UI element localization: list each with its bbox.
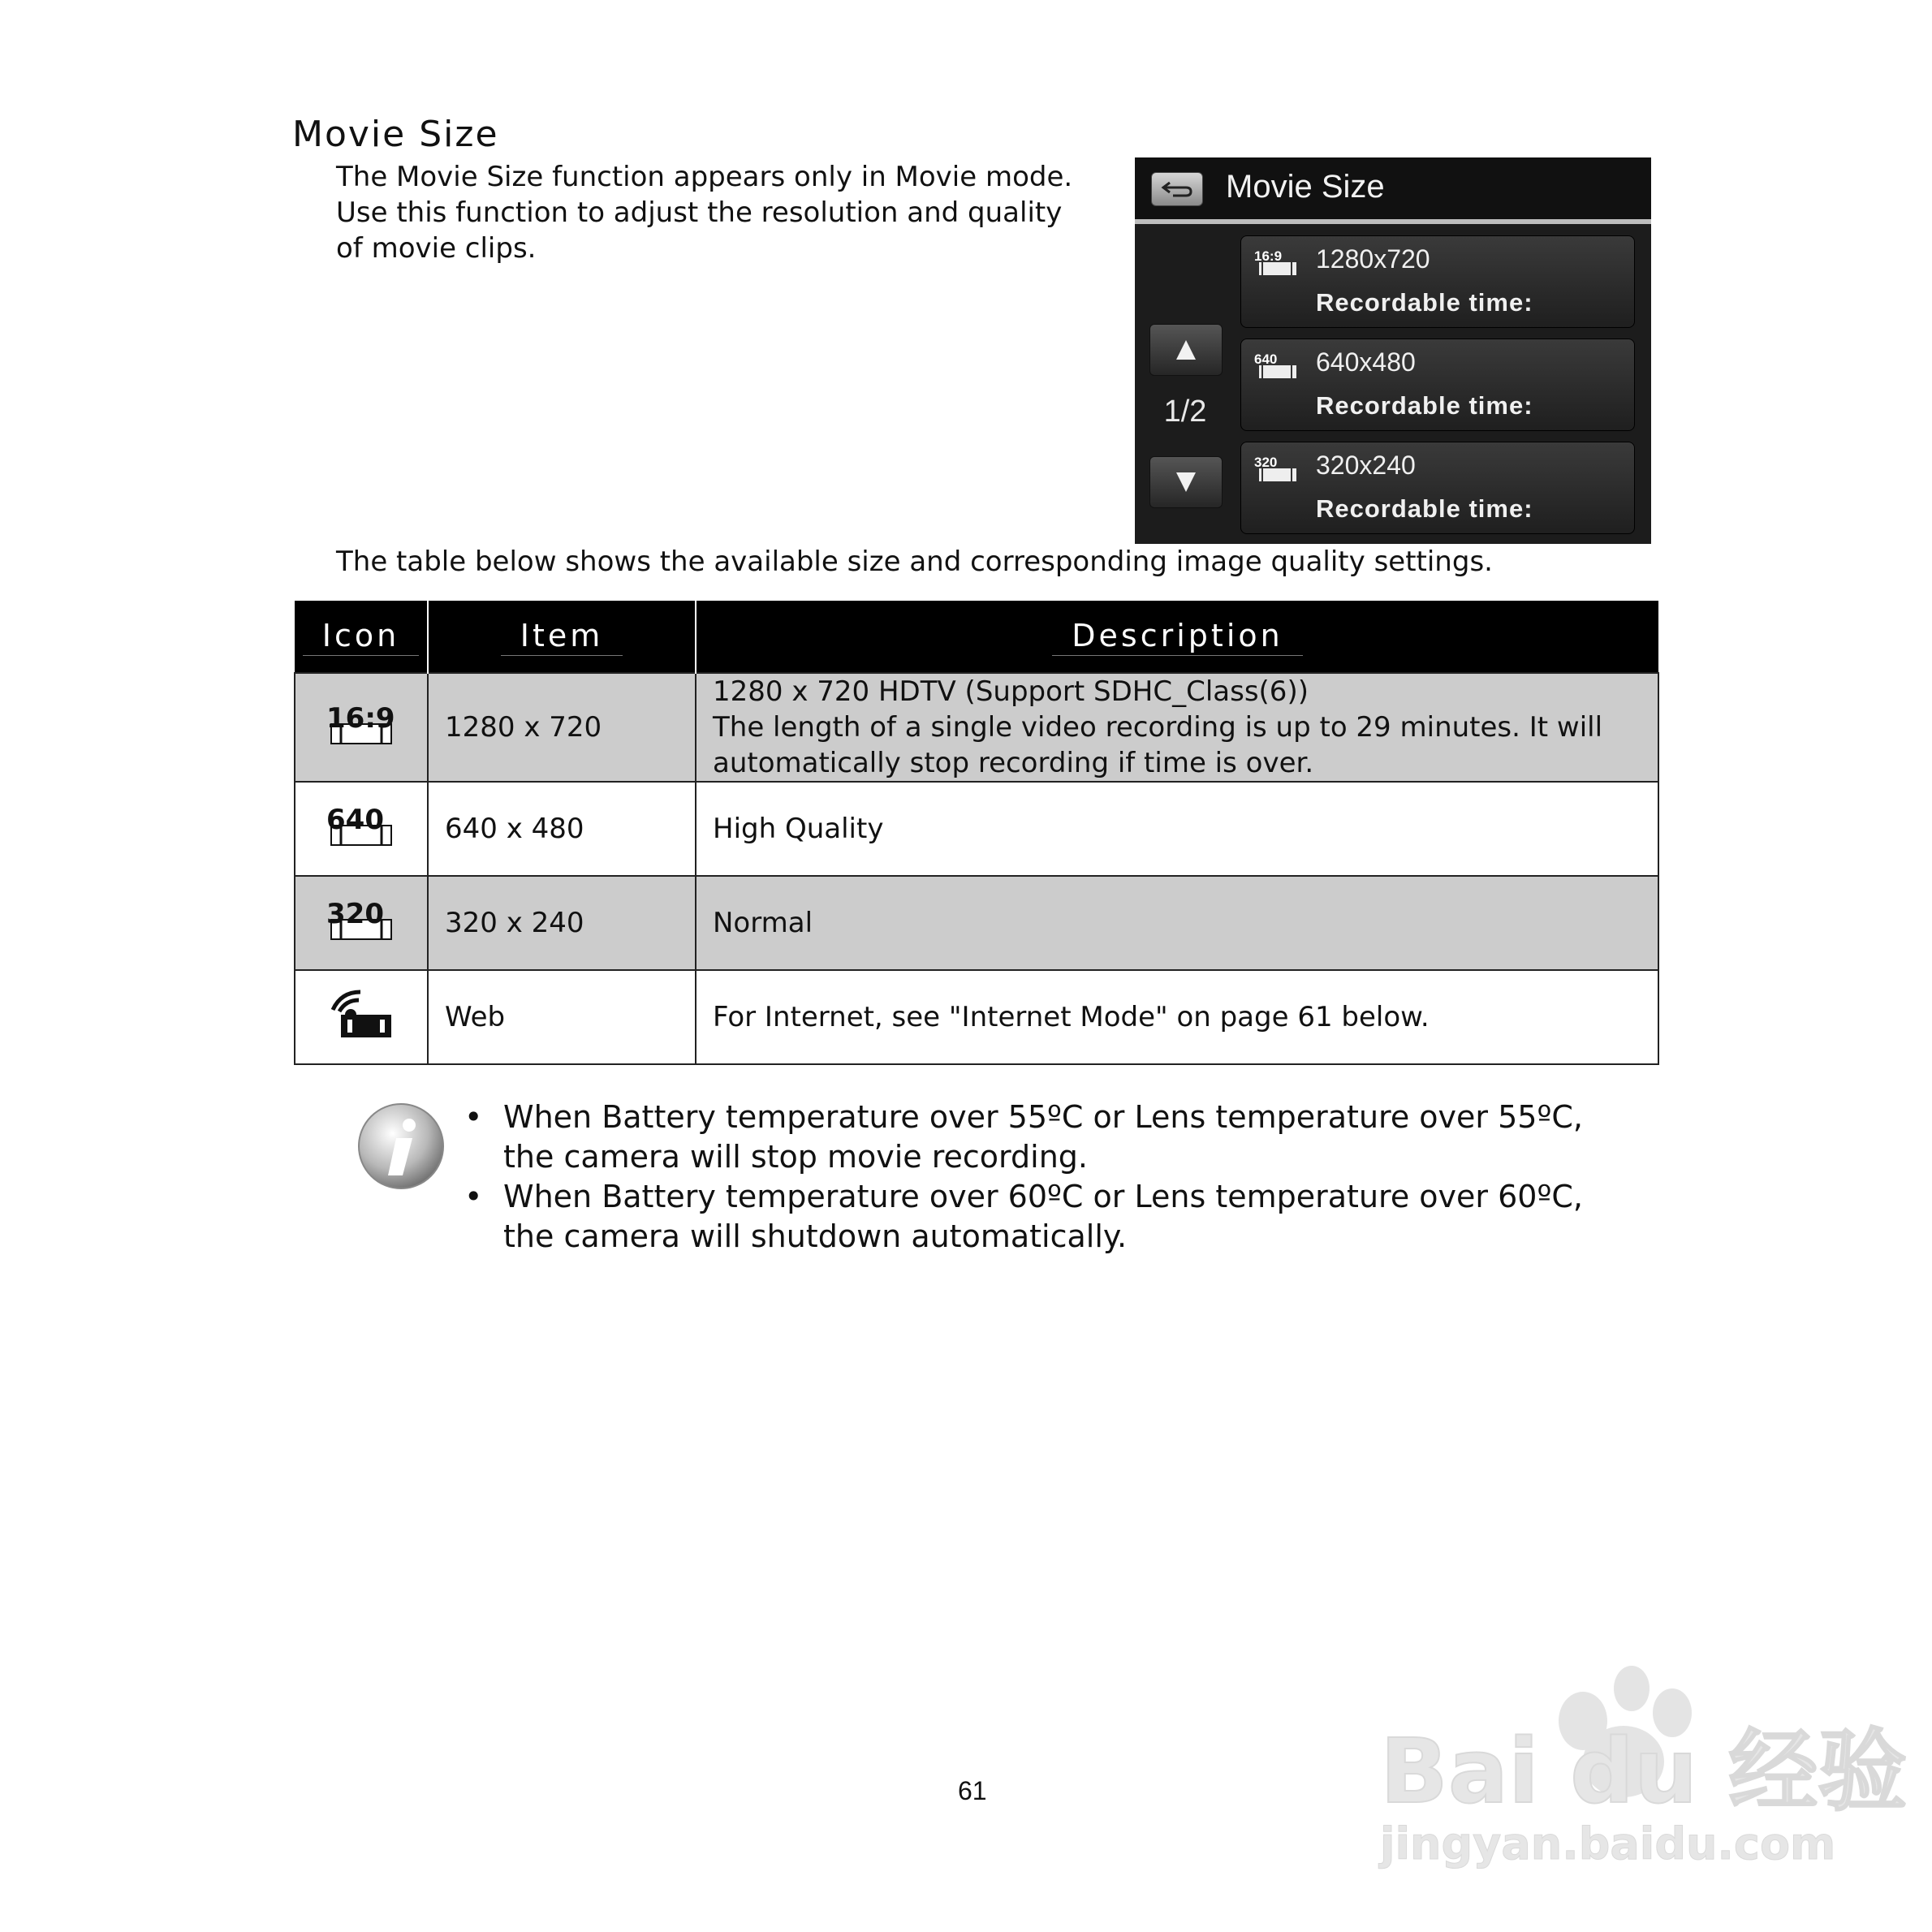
web-movie-icon [325, 985, 398, 1042]
movie-size-table [294, 601, 1659, 1065]
header-item: Item [428, 601, 696, 673]
svg-text:320: 320 [1254, 455, 1278, 470]
return-arrow-icon [1162, 179, 1192, 199]
table-row [295, 673, 1658, 782]
scroll-up-button[interactable] [1149, 324, 1223, 376]
screen-title: Movie Size [1226, 169, 1385, 205]
header-icon: Icon [295, 601, 428, 673]
option-1280x720[interactable] [1240, 235, 1635, 328]
movie-size-16-9-icon [325, 700, 398, 748]
icon-cell [295, 876, 428, 970]
description-cell: 1280 x 720 HDTV (Support SDHC_Class(6)) The length of a single video recording is up to 29 minutes. It will automatically stop recording if time is over. [696, 673, 1658, 782]
table-row [295, 970, 1658, 1064]
option-640x480[interactable] [1240, 339, 1635, 431]
scroll-down-button[interactable] [1149, 456, 1223, 508]
icon-cell [295, 782, 428, 876]
movie-size-640-icon [1253, 349, 1301, 382]
svg-text:16:9: 16:9 [326, 701, 395, 735]
table-intro: The table below shows the available size and corresponding image quality settings. [336, 546, 1493, 578]
description-cell: Normal [696, 876, 1658, 970]
movie-size-320-icon [325, 895, 398, 944]
intro-paragraph: The Movie Size function appears only in Movie mode. Use this function to adjust the resolution and quality of movie clips. [336, 161, 1073, 265]
item-cell: 1280 x 720 [428, 673, 696, 782]
option-label: 320x240 [1316, 451, 1416, 480]
info-icon [356, 1101, 446, 1192]
triangle-up-icon [1175, 339, 1197, 361]
svg-text:jingyan.baidu.com: jingyan.baidu.com [1380, 1818, 1836, 1869]
movie-size-320-icon [1253, 452, 1301, 485]
option-label: 1280x720 [1316, 244, 1430, 274]
table-row [295, 782, 1658, 876]
note-item: • When Battery temperature over 60ºC or Lens temperature over 60ºC, the camera will shutdown automatically. [464, 1179, 1583, 1254]
option-320x240[interactable] [1240, 442, 1635, 534]
item-cell: Web [428, 970, 696, 1064]
camera-screen [1135, 157, 1651, 544]
option-label: 640x480 [1316, 347, 1416, 377]
svg-text:640: 640 [326, 803, 384, 836]
icon-cell [295, 970, 428, 1064]
recordable-time-label: Recordable time: [1316, 288, 1533, 317]
table-row [295, 876, 1658, 970]
svg-text:Bai du 经验: Bai du 经验 [1380, 1719, 1908, 1823]
svg-text:16:9: 16:9 [1254, 248, 1283, 264]
svg-text:640: 640 [1254, 351, 1278, 367]
baidu-watermark-logo [1380, 1656, 1908, 1875]
movie-size-16-9-icon [1253, 246, 1301, 278]
item-cell: 320 x 240 [428, 876, 696, 970]
svg-text:320: 320 [326, 897, 384, 930]
icon-cell [295, 673, 428, 782]
header-description: Description [696, 601, 1658, 673]
back-button[interactable] [1151, 172, 1203, 206]
section-heading: Movie Size [292, 114, 499, 155]
screen-header [1135, 157, 1651, 224]
item-cell: 640 x 480 [428, 782, 696, 876]
description-cell: High Quality [696, 782, 1658, 876]
table-header-row [295, 601, 1658, 673]
triangle-down-icon [1175, 471, 1197, 494]
recordable-time-label: Recordable time: [1316, 494, 1533, 523]
recordable-time-label: Recordable time: [1316, 391, 1533, 420]
notes-list [455, 1098, 1591, 1257]
description-cell: For Internet, see "Internet Mode" on page 61 below. [696, 970, 1658, 1064]
movie-size-640-icon [325, 801, 398, 850]
note-item: • When Battery temperature over 55ºC or Lens temperature over 55ºC, the camera will stop movie recording. [464, 1099, 1583, 1175]
page-indicator: 1/2 [1163, 395, 1207, 429]
page-number: 61 [958, 1776, 987, 1805]
